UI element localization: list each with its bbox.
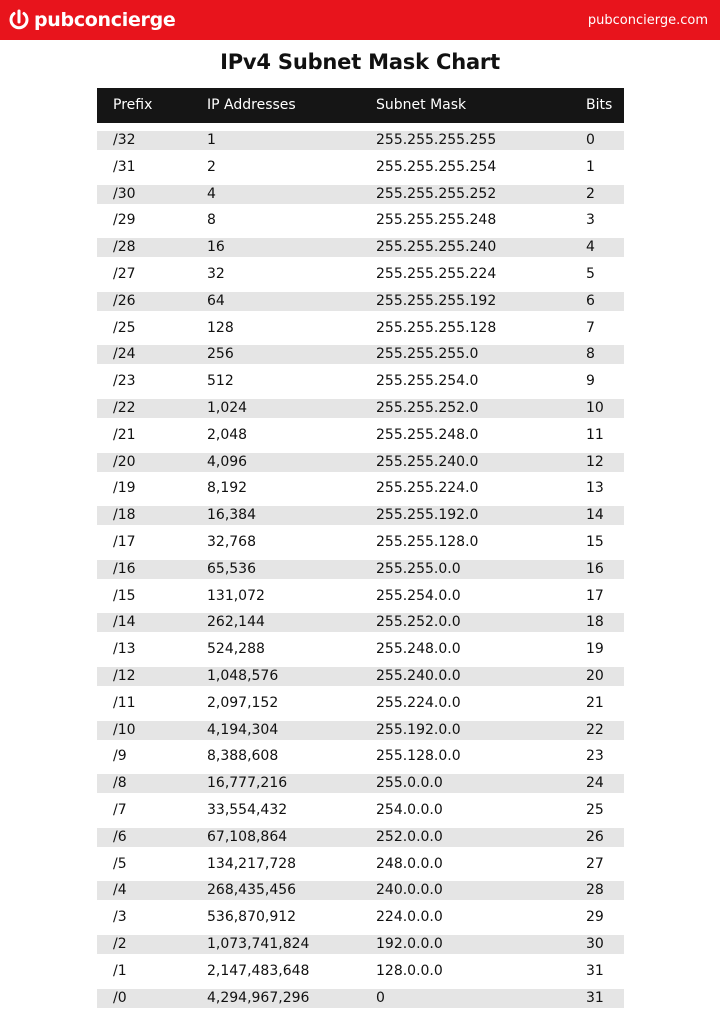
- row-stripe: [97, 158, 624, 177]
- row-stripe: [97, 533, 624, 552]
- prefix-cell: /0: [113, 989, 127, 1006]
- subnet-mask-cell: 255.192.0.0: [376, 721, 461, 738]
- subnet-mask-cell: 255.254.0.0: [376, 587, 461, 604]
- row-stripe: [97, 587, 624, 606]
- bits-cell: 6: [586, 292, 595, 309]
- prefix-cell: /2: [113, 935, 127, 952]
- ip-addresses-cell: 32,768: [207, 533, 256, 550]
- row-stripe: [97, 774, 624, 793]
- prefix-cell: /13: [113, 641, 136, 658]
- table-row: [97, 238, 624, 265]
- row-stripe: [97, 185, 624, 204]
- bits-cell: 1: [586, 158, 595, 175]
- bits-cell: 10: [586, 399, 604, 416]
- row-stripe: [97, 479, 624, 498]
- table-row: [97, 185, 624, 212]
- subnet-mask-cell: 255.255.255.240: [376, 239, 497, 256]
- bits-cell: 23: [586, 748, 604, 765]
- row-stripe: [97, 747, 624, 766]
- table-row: [97, 747, 624, 774]
- ip-addresses-cell: 33,554,432: [207, 801, 288, 818]
- table-row: [97, 935, 624, 962]
- row-stripe: [97, 694, 624, 713]
- ip-addresses-cell: 2,048: [207, 426, 248, 443]
- table-row: [97, 533, 624, 560]
- table-row: [97, 158, 624, 185]
- bits-cell: 29: [586, 909, 604, 926]
- subnet-mask-cell: 0: [376, 989, 385, 1006]
- row-stripe: [97, 989, 624, 1008]
- bits-cell: 5: [586, 265, 595, 282]
- ip-addresses-cell: 262,144: [207, 614, 265, 631]
- prefix-cell: /32: [113, 132, 136, 148]
- column-header-subnet-mask: Subnet Mask: [376, 97, 467, 113]
- prefix-cell: /29: [113, 212, 136, 229]
- top-banner: [0, 0, 720, 40]
- table-row: [97, 453, 624, 480]
- bits-cell: 17: [586, 587, 604, 604]
- subnet-table: [97, 88, 624, 1006]
- row-stripe: [97, 426, 624, 445]
- table-row: [97, 640, 624, 667]
- bits-cell: 18: [586, 614, 604, 631]
- ip-addresses-cell: 1,073,741,824: [207, 935, 310, 952]
- subnet-mask-cell: 255.255.255.252: [376, 185, 497, 202]
- ip-addresses-cell: 536,870,912: [207, 909, 297, 926]
- table-row: [97, 613, 624, 640]
- prefix-cell: /22: [113, 399, 136, 416]
- row-stripe: [97, 560, 624, 579]
- table-row: [97, 506, 624, 533]
- prefix-cell: /23: [113, 373, 136, 390]
- prefix-cell: /11: [113, 694, 136, 711]
- subnet-mask-cell: 254.0.0.0: [376, 801, 443, 818]
- table-row: [97, 265, 624, 292]
- prefix-cell: /5: [113, 855, 127, 872]
- subnet-mask-cell: 255.255.224.0: [376, 480, 479, 497]
- bits-cell: 13: [586, 480, 604, 497]
- table-row: [97, 399, 624, 426]
- prefix-cell: /12: [113, 667, 136, 684]
- ip-addresses-cell: 67,108,864: [207, 828, 288, 845]
- bits-cell: 9: [586, 373, 595, 390]
- bits-cell: 0: [586, 132, 595, 148]
- row-stripe: [97, 828, 624, 847]
- ip-addresses-cell: 128: [207, 319, 234, 336]
- ip-addresses-cell: 8,192: [207, 480, 248, 497]
- table-row: [97, 292, 624, 319]
- subnet-mask-cell: 255.255.0.0: [376, 560, 461, 577]
- bits-cell: 4: [586, 239, 595, 256]
- table-row: [97, 828, 624, 855]
- ip-addresses-cell: 2,147,483,648: [207, 962, 310, 979]
- row-stripe: [97, 292, 624, 311]
- prefix-cell: /27: [113, 265, 136, 282]
- table-row: [97, 667, 624, 694]
- bits-cell: 24: [586, 775, 604, 792]
- prefix-cell: /26: [113, 292, 136, 309]
- prefix-cell: /30: [113, 185, 136, 202]
- table-row: [97, 211, 624, 238]
- subnet-mask-cell: 252.0.0.0: [376, 828, 443, 845]
- column-header-prefix: Prefix: [113, 97, 153, 113]
- table-row: [97, 721, 624, 748]
- table-row: [97, 131, 624, 158]
- row-stripe: [97, 881, 624, 900]
- prefix-cell: /7: [113, 801, 127, 818]
- bits-cell: 20: [586, 667, 604, 684]
- subnet-mask-cell: 255.255.255.192: [376, 292, 497, 309]
- ip-addresses-cell: 1,024: [207, 399, 248, 416]
- subnet-mask-cell: 255.255.255.254: [376, 158, 497, 175]
- ip-addresses-cell: 2,097,152: [207, 694, 279, 711]
- bits-cell: 21: [586, 694, 604, 711]
- subnet-mask-cell: 255.255.248.0: [376, 426, 479, 443]
- row-stripe: [97, 801, 624, 820]
- subnet-mask-cell: 255.224.0.0: [376, 694, 461, 711]
- power-p-logo-icon: [8, 9, 30, 31]
- prefix-cell: /4: [113, 882, 127, 899]
- ip-addresses-cell: 1,048,576: [207, 667, 279, 684]
- bits-cell: 2: [586, 185, 595, 202]
- ip-addresses-cell: 524,288: [207, 641, 265, 658]
- ip-addresses-cell: 4: [207, 185, 216, 202]
- ip-addresses-cell: 134,217,728: [207, 855, 297, 872]
- prefix-cell: /28: [113, 239, 136, 256]
- row-stripe: [97, 935, 624, 954]
- bits-cell: 27: [586, 855, 604, 872]
- row-stripe: [97, 319, 624, 338]
- prefix-cell: /19: [113, 480, 136, 497]
- row-stripe: [97, 613, 624, 632]
- subnet-mask-cell: 224.0.0.0: [376, 909, 443, 926]
- prefix-cell: /10: [113, 721, 136, 738]
- bits-cell: 31: [586, 962, 604, 979]
- subnet-mask-cell: 255.128.0.0: [376, 748, 461, 765]
- subnet-mask-cell: 255.255.255.0: [376, 346, 479, 363]
- row-stripe: [97, 238, 624, 257]
- row-stripe: [97, 372, 624, 391]
- bits-cell: 22: [586, 721, 604, 738]
- table-row: [97, 319, 624, 346]
- ip-addresses-cell: 64: [207, 292, 225, 309]
- table-row: [97, 908, 624, 935]
- bits-cell: 12: [586, 453, 604, 470]
- subnet-mask-cell: 255.0.0.0: [376, 775, 443, 792]
- ip-addresses-cell: 268,435,456: [207, 882, 297, 899]
- table-row: [97, 426, 624, 453]
- row-stripe: [97, 211, 624, 230]
- subnet-mask-cell: 128.0.0.0: [376, 962, 443, 979]
- bits-cell: 11: [586, 426, 604, 443]
- ip-addresses-cell: 131,072: [207, 587, 265, 604]
- table-row: [97, 801, 624, 828]
- prefix-cell: /14: [113, 614, 136, 631]
- table-row: [97, 560, 624, 587]
- subnet-mask-cell: 255.255.255.224: [376, 265, 497, 282]
- bits-cell: 28: [586, 882, 604, 899]
- ip-addresses-cell: 16,384: [207, 507, 256, 524]
- bits-cell: 26: [586, 828, 604, 845]
- prefix-cell: /21: [113, 426, 136, 443]
- ip-addresses-cell: 32: [207, 265, 225, 282]
- prefix-cell: /16: [113, 560, 136, 577]
- table-row: [97, 587, 624, 614]
- site-url-link[interactable]: pubconcierge.com: [587, 13, 708, 28]
- ip-addresses-cell: 4,096: [207, 453, 248, 470]
- row-stripe: [97, 855, 624, 874]
- subnet-mask-cell: 255.240.0.0: [376, 667, 461, 684]
- row-stripe: [97, 131, 624, 150]
- subnet-mask-cell: 255.248.0.0: [376, 641, 461, 658]
- table-row: [97, 479, 624, 506]
- table-row: [97, 774, 624, 801]
- table-header-row: [97, 88, 624, 123]
- ip-addresses-cell: 1: [207, 132, 216, 148]
- table-row: [97, 855, 624, 882]
- row-stripe: [97, 908, 624, 927]
- ip-addresses-cell: 256: [207, 346, 234, 363]
- column-header-bits: Bits: [586, 97, 613, 113]
- row-stripe: [97, 453, 624, 472]
- prefix-cell: /3: [113, 909, 127, 926]
- prefix-cell: /6: [113, 828, 127, 845]
- prefix-cell: /25: [113, 319, 136, 336]
- ip-addresses-cell: 16: [207, 239, 225, 256]
- bits-cell: 15: [586, 533, 604, 550]
- row-stripe: [97, 345, 624, 364]
- table-row: [97, 372, 624, 399]
- prefix-cell: /17: [113, 533, 136, 550]
- prefix-cell: /31: [113, 158, 136, 175]
- table-body: [97, 131, 624, 1015]
- bits-cell: 19: [586, 641, 604, 658]
- ip-addresses-cell: 2: [207, 158, 216, 175]
- subnet-mask-cell: 255.252.0.0: [376, 614, 461, 631]
- row-stripe: [97, 721, 624, 740]
- brand-name: pubconcierge: [34, 9, 176, 31]
- subnet-mask-cell: 255.255.128.0: [376, 533, 479, 550]
- ip-addresses-cell: 8,388,608: [207, 748, 279, 765]
- subnet-mask-cell: 255.255.252.0: [376, 399, 479, 416]
- bits-cell: 31: [586, 989, 604, 1006]
- ip-addresses-cell: 4,294,967,296: [207, 989, 310, 1006]
- prefix-cell: /1: [113, 962, 127, 979]
- ip-addresses-cell: 8: [207, 212, 216, 229]
- subnet-mask-cell: 255.255.240.0: [376, 453, 479, 470]
- row-stripe: [97, 265, 624, 284]
- subnet-mask-cell: 240.0.0.0: [376, 882, 443, 899]
- prefix-cell: /8: [113, 775, 127, 792]
- prefix-cell: /15: [113, 587, 136, 604]
- prefix-cell: /9: [113, 748, 127, 765]
- column-header-ip-addresses: IP Addresses: [207, 97, 296, 113]
- row-stripe: [97, 962, 624, 981]
- table-row: [97, 694, 624, 721]
- ip-addresses-cell: 4,194,304: [207, 721, 279, 738]
- bits-cell: 8: [586, 346, 595, 363]
- bits-cell: 16: [586, 560, 604, 577]
- ip-addresses-cell: 65,536: [207, 560, 256, 577]
- bits-cell: 7: [586, 319, 595, 336]
- row-stripe: [97, 640, 624, 659]
- row-stripe: [97, 667, 624, 686]
- bits-cell: 3: [586, 212, 595, 229]
- table-row: [97, 989, 624, 1016]
- ip-addresses-cell: 512: [207, 373, 234, 390]
- row-stripe: [97, 399, 624, 418]
- bits-cell: 25: [586, 801, 604, 818]
- subnet-mask-cell: 255.255.192.0: [376, 507, 479, 524]
- bits-cell: 30: [586, 935, 604, 952]
- subnet-mask-cell: 255.255.255.248: [376, 212, 497, 229]
- brand-logo[interactable]: [8, 7, 176, 33]
- table-row: [97, 881, 624, 908]
- subnet-mask-cell: 192.0.0.0: [376, 935, 443, 952]
- page-title: IPv4 Subnet Mask Chart: [220, 50, 500, 74]
- subnet-mask-cell: 255.255.254.0: [376, 373, 479, 390]
- table-row: [97, 345, 624, 372]
- row-stripe: [97, 506, 624, 525]
- subnet-mask-cell: 248.0.0.0: [376, 855, 443, 872]
- table-row: [97, 962, 624, 989]
- bits-cell: 14: [586, 507, 604, 524]
- ip-addresses-cell: 16,777,216: [207, 775, 288, 792]
- subnet-mask-cell: 255.255.255.255: [376, 132, 497, 148]
- prefix-cell: /20: [113, 453, 136, 470]
- prefix-cell: /18: [113, 507, 136, 524]
- subnet-mask-cell: 255.255.255.128: [376, 319, 497, 336]
- prefix-cell: /24: [113, 346, 136, 363]
